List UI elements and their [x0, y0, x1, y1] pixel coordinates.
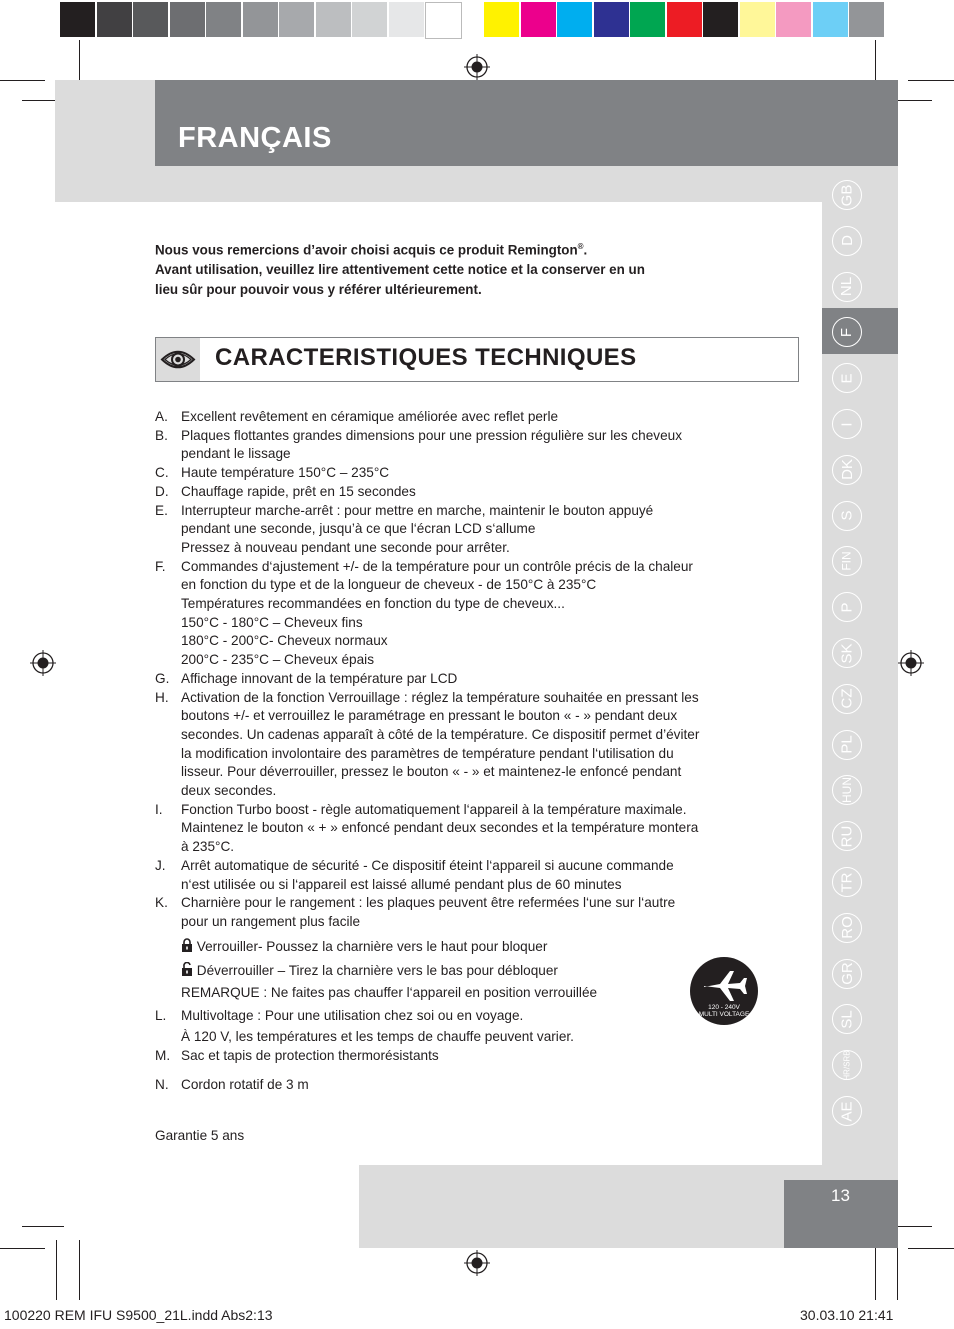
crop-mark	[56, 1240, 57, 1300]
feature-line: Maintenez le bouton « + » enfoncé pendant deux secondes et la température montera	[181, 820, 699, 836]
language-tab-label: F	[838, 327, 856, 337]
footer-file-info: 100220 REM IFU S9500_21L.indd Abs2:13	[4, 1307, 273, 1323]
feature-line: en fonction du type et de la longueur de cheveux - de 150°C à 235°C	[181, 577, 597, 593]
intro-line-1-end: .	[583, 242, 588, 258]
page-number-box	[784, 1180, 898, 1248]
feature-line: pour un rangement plus facile	[181, 913, 361, 929]
feature-letter: H.	[155, 689, 169, 705]
registered-mark: ®	[577, 242, 584, 251]
hinge-lock-text: Verrouiller- Poussez la charnière vers le haut pour bloquer	[196, 939, 548, 954]
feature-letter: L.	[155, 1008, 167, 1023]
process-color-swatch	[703, 2, 738, 37]
language-tab-label: GR	[838, 962, 856, 985]
multi-voltage-badge	[690, 957, 758, 1025]
feature-line: la modification involontaire des paramètres de température pendant l‘utilisation du	[181, 745, 674, 761]
language-tab-label: GB	[838, 184, 856, 206]
footer-timestamp: 30.03.10 21:41	[800, 1307, 894, 1323]
badge-label: MULTI VOLTAGE	[698, 1011, 750, 1018]
feature-letter: J.	[155, 857, 166, 873]
feature-letter: B.	[155, 427, 168, 443]
feature-n-text: Cordon rotatif de 3 m	[181, 1077, 309, 1092]
feature-item	[155, 408, 785, 427]
feature-line: Activation de la fonction Verrouillage : réglez la température souhaitée en pressant les	[181, 689, 699, 705]
process-color-swatch	[776, 2, 811, 37]
feature-line: Températures recommandées en fonction du type de cheveux...	[181, 596, 565, 612]
feature-l-line-2: À 120 V, les températures et les temps de chauffe peuvent varier.	[181, 1029, 574, 1044]
process-color-swatch	[521, 2, 556, 37]
feature-description	[181, 558, 785, 670]
padlock-closed-icon	[181, 938, 193, 952]
feature-letter: A.	[155, 409, 168, 424]
feature-description	[181, 689, 785, 801]
hinge-unlock-line	[181, 962, 558, 978]
feature-description	[181, 464, 785, 483]
crop-mark	[908, 1248, 954, 1249]
feature-description	[181, 427, 785, 464]
language-tab-label: D	[838, 235, 856, 247]
language-tab-label: SL	[838, 1010, 856, 1029]
feature-line: n‘est utilisée ou si l‘appareil est laissé allumé pendant plus de 60 minutes	[181, 876, 622, 892]
feature-item	[155, 483, 785, 502]
page-title: FRANÇAIS	[178, 122, 332, 154]
feature-item-m	[155, 1048, 439, 1063]
hinge-remark: REMARQUE : Ne faites pas chauffer l‘appareil en position verrouillée	[181, 985, 598, 1000]
feature-letter: K.	[155, 895, 168, 911]
feature-line: Charnière pour le rangement : les plaques peuvent être refermées l‘une sur l‘autre	[181, 895, 676, 911]
feature-item	[155, 502, 785, 558]
feature-description	[181, 894, 785, 931]
grayscale-swatch	[316, 2, 351, 37]
language-tab-nl[interactable]	[832, 272, 862, 302]
language-tab-ro[interactable]	[832, 913, 862, 943]
language-tab-label: CZ	[838, 688, 856, 709]
feature-letter: D.	[155, 483, 169, 499]
feature-description	[181, 502, 785, 558]
feature-m-text: Sac et tapis de protection thermorésistants	[181, 1048, 439, 1063]
intro-line-2: Avant utilisation, veuillez lire attentivement cette notice et la conserver en un	[155, 262, 645, 278]
language-tab-label: RO	[838, 916, 856, 940]
language-tab-i[interactable]	[832, 409, 862, 439]
process-color-swatch	[557, 2, 592, 37]
grayscale-swatch	[389, 2, 424, 37]
feature-item	[155, 801, 785, 857]
language-tab-ae[interactable]	[832, 1096, 862, 1126]
process-color-swatch	[813, 2, 848, 37]
feature-line: Chauffage rapide, prêt en 15 secondes	[181, 483, 416, 499]
padlock-open-icon	[181, 962, 193, 976]
section-title: CARACTERISTIQUES TECHNIQUES	[215, 344, 637, 371]
process-color-swatch	[740, 2, 775, 37]
feature-line: Affichage innovant de la température par LCD	[181, 670, 458, 686]
feature-letter: G.	[155, 670, 170, 686]
feature-description	[181, 801, 785, 857]
feature-line: boutons +/- et verrouillez le paramétrage en pressant le bouton « - » pendant deux	[181, 708, 678, 724]
feature-description	[181, 483, 785, 502]
feature-item	[155, 670, 785, 689]
feature-item	[155, 558, 785, 670]
feature-item-l	[155, 1005, 574, 1047]
language-tab-label: S	[838, 510, 856, 521]
language-tab-label: PL	[838, 735, 856, 754]
language-tab-hr-srb[interactable]	[832, 1050, 862, 1080]
process-color-swatch	[484, 2, 519, 37]
language-tab-e[interactable]	[832, 363, 862, 393]
grayscale-swatch	[206, 2, 241, 37]
crop-mark	[908, 80, 954, 81]
registration-mark-icon	[464, 54, 490, 80]
feature-line: à 235°C.	[181, 839, 235, 855]
feature-line: Fonction Turbo boost - règle automatiquement l‘appareil à la température maximale.	[181, 801, 687, 817]
feature-line: deux secondes.	[181, 783, 277, 799]
feature-line: Haute température 150°C – 235°C	[181, 465, 390, 481]
warranty-text: Garantie 5 ans	[155, 1128, 245, 1143]
feature-item	[155, 689, 785, 801]
crop-mark	[79, 1240, 80, 1300]
crop-mark	[897, 1240, 898, 1300]
language-tab-label: TR	[838, 872, 856, 892]
feature-line: Plaques flottantes grandes dimensions pour une pression régulière sur les cheveux	[181, 427, 682, 443]
crop-mark	[875, 1240, 876, 1300]
crop-mark	[0, 80, 45, 81]
grayscale-swatch	[97, 2, 132, 37]
intro-line-3: lieu sûr pour pouvoir vous y référer ultérieurement.	[155, 282, 482, 298]
process-color-swatch	[594, 2, 629, 37]
intro-text	[155, 237, 795, 300]
feature-letter: I.	[155, 801, 163, 817]
process-color-swatch	[630, 2, 665, 37]
feature-item	[155, 857, 785, 894]
language-tab-label: NL	[838, 277, 856, 297]
feature-item	[155, 894, 785, 931]
language-tab-gr[interactable]	[832, 959, 862, 989]
feature-letter: C.	[155, 465, 169, 481]
language-tab-label: HR/SRB	[842, 1050, 852, 1081]
feature-letter: E.	[155, 502, 168, 518]
grayscale-swatch	[352, 2, 387, 37]
language-tab-sk[interactable]	[832, 638, 862, 668]
language-tab-gb[interactable]	[832, 180, 862, 210]
process-color-swatch	[849, 2, 884, 37]
language-tab-label: FIN	[840, 551, 854, 572]
page-number: 13	[831, 1186, 850, 1205]
language-tab-dk[interactable]	[832, 455, 862, 485]
language-tab-cz[interactable]	[832, 684, 862, 714]
language-tab-pl[interactable]	[832, 730, 862, 760]
feature-line: pendant une seconde, jusqu’à ce que l‘écran LCD s‘allume	[181, 521, 536, 537]
grayscale-swatch	[170, 2, 205, 37]
language-tab-tr[interactable]	[832, 867, 862, 897]
feature-description	[181, 408, 785, 427]
registration-mark-icon	[30, 650, 56, 676]
eye-icon	[156, 338, 200, 381]
language-tab-label: E	[838, 373, 856, 384]
feature-item	[155, 464, 785, 483]
section-icon-box	[156, 338, 200, 381]
language-tab-label: P	[838, 602, 856, 613]
feature-line: secondes. Un cadenas apparaît à côté de la température. Ce dispositif permet d’éviter	[181, 726, 700, 742]
feature-item-n	[155, 1077, 309, 1092]
grayscale-swatch	[133, 2, 168, 37]
feature-letter: N.	[155, 1077, 169, 1092]
feature-item	[155, 427, 785, 464]
crop-mark	[22, 1226, 64, 1227]
feature-line: 150°C - 180°C – Cheveux fins	[181, 614, 363, 630]
language-tab-label: AE	[838, 1100, 856, 1122]
language-tab-p[interactable]	[832, 592, 862, 622]
grayscale-swatch	[243, 2, 278, 37]
crop-mark	[0, 1248, 45, 1249]
feature-line: Interrupteur marche-arrêt : pour mettre en marche, maintenir le bouton appuyé	[181, 502, 654, 518]
grayscale-swatch	[279, 2, 314, 37]
feature-description	[181, 857, 785, 894]
language-tab-label: DK	[838, 459, 856, 481]
feature-line: pendant le lissage	[181, 446, 291, 462]
feature-line: lisseur. Pour déverrouiller, pressez le bouton « - » et maintenez-le enfoncé pendant	[181, 764, 682, 780]
language-tab-s[interactable]	[832, 501, 862, 531]
language-tab-label: I	[838, 421, 856, 427]
grayscale-swatch	[425, 2, 462, 39]
language-tab-ru[interactable]	[832, 821, 862, 851]
feature-line: Excellent revêtement en céramique améliorée avec reflet perle	[181, 409, 559, 424]
hinge-lock-line	[181, 938, 547, 954]
feature-l-line-1: Multivoltage : Pour une utilisation chez soi ou en voyage.	[181, 1008, 524, 1023]
feature-letter: F.	[155, 558, 166, 574]
hinge-unlock-text: Déverrouiller – Tirez la charnière vers le bas pour débloquer	[196, 963, 558, 978]
language-tab-label: HUN	[840, 777, 854, 804]
registration-mark-icon	[464, 1250, 490, 1276]
badge-voltage: 120 - 240V	[708, 1004, 740, 1011]
feature-line: Commandes d‘ajustement +/- de la température pour un contrôle précis de la chaleur	[181, 558, 693, 574]
language-tab-label: RU	[838, 825, 856, 848]
feature-line: 200°C - 235°C – Cheveux épais	[181, 652, 374, 668]
feature-description	[181, 670, 785, 689]
language-tab-label: SK	[838, 642, 856, 664]
feature-letter: M.	[155, 1048, 171, 1063]
language-tab-d[interactable]	[832, 226, 862, 256]
intro-line-1: Nous vous remercions d’avoir choisi acquis ce produit Remington	[155, 242, 578, 258]
feature-line: 180°C - 200°C- Cheveux normaux	[181, 633, 388, 649]
feature-line: Pressez à nouveau pendant une seconde pour arrêter.	[181, 539, 510, 555]
registration-mark-icon	[898, 650, 924, 676]
grayscale-swatch	[60, 2, 95, 37]
features-list	[155, 408, 785, 932]
feature-line: Arrêt automatique de sécurité - Ce dispositif éteint l‘appareil si aucune commande	[181, 857, 674, 873]
process-color-swatch	[667, 2, 702, 37]
